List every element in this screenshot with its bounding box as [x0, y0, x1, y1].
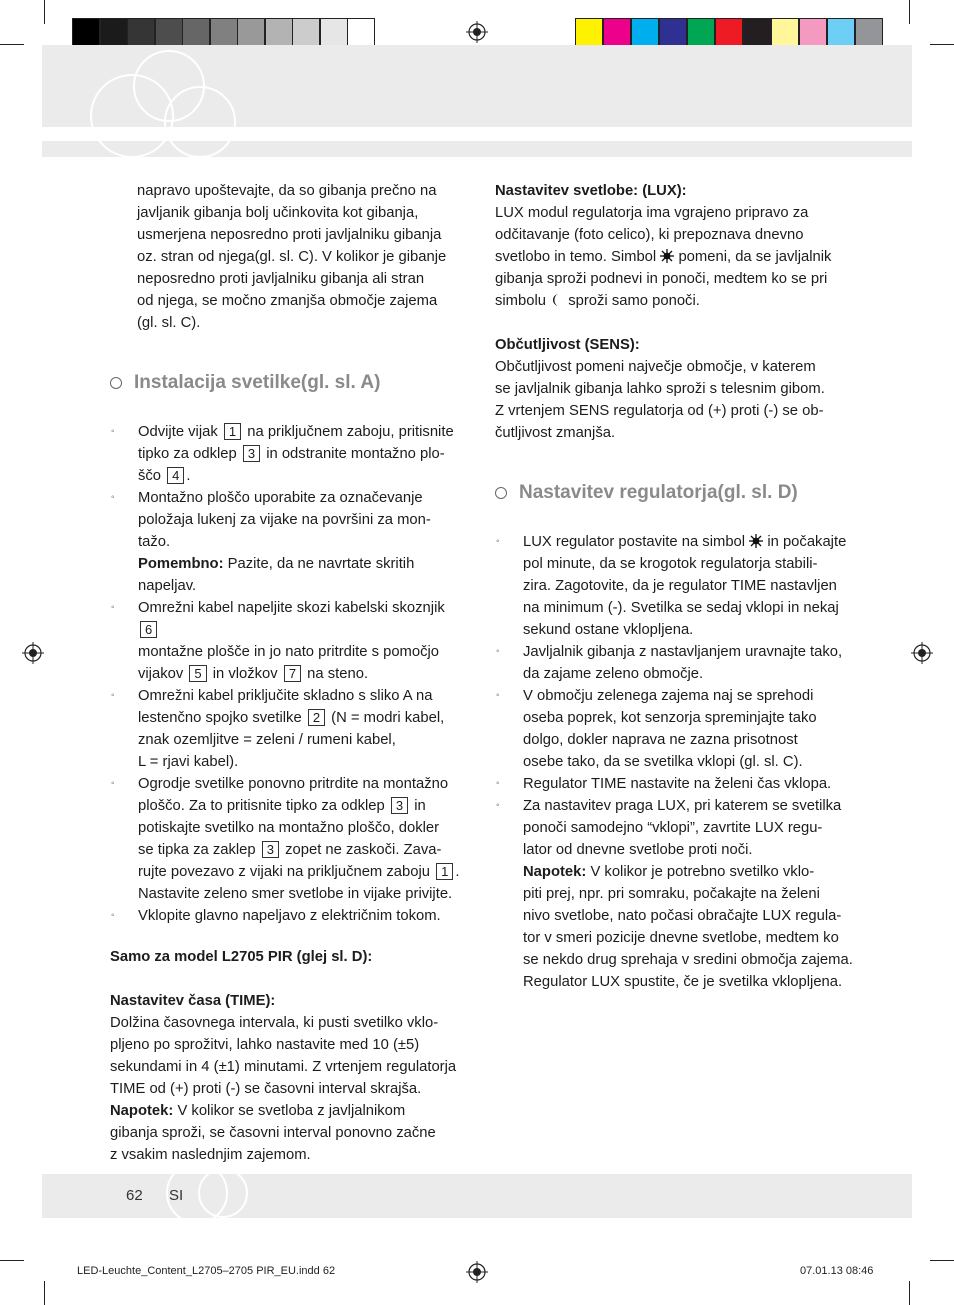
circle-bullet-icon [110, 377, 122, 389]
text-line: usmerjena neposredno proti javljalniku gibanja [137, 227, 442, 243]
color-swatch [155, 18, 183, 46]
color-swatch [715, 18, 743, 46]
color-swatch [687, 18, 715, 46]
sun-icon [749, 534, 763, 548]
installation-steps [110, 421, 470, 927]
part-number-badge: 4 [167, 467, 184, 484]
decor-circle [164, 86, 236, 158]
color-swatch [603, 18, 631, 46]
model-heading: Samo za model L2705 PIR (glej sl. D): [110, 949, 373, 965]
list-item: ◦ Vklopite glavno napeljavo z električnim tokom. [110, 905, 470, 927]
registration-mark-icon [466, 21, 488, 43]
color-swatch [827, 18, 855, 46]
section-heading-regulator [495, 482, 798, 504]
model-section: Samo za model L2705 PIR (glej sl. D): Nastavitev časa (TIME): Dolžina časovnega intervala, ki pusti svetilko vklo- pljeno po sprožitvi, lahko nastavite med 10 (±5) sekundami in 4 (±1) minutami. Z vrtenjem regulatorja TIME od (+) proti (-) se časovni interval skrajša. Napotek: V kolikor se svetloba z javljalnikom gibanja sproži, se časovni interval ponovno začne z vsakim naslednjim zajemom. [110, 946, 470, 1166]
time-heading: Nastavitev časa (TIME): [110, 993, 276, 1009]
page-number: 62 [126, 1187, 143, 1204]
text-line: LUX modul regulatorja ima vgrajeno pripravo za [495, 205, 809, 221]
part-number-badge: 6 [140, 621, 157, 638]
text-line: Dolžina časovnega intervala, ki pusti svetilko vklo- [110, 1015, 439, 1031]
ring-bullet-icon: ◦ [111, 910, 115, 921]
language-code: SI [169, 1187, 184, 1204]
color-swatch [100, 18, 128, 46]
color-swatch [631, 18, 659, 46]
heading-text: Nastavitev regulatorja(gl. sl. D) [519, 482, 798, 503]
footer-filename: LED-Leuchte_Content_L2705–2705 PIR_EU.indd 62 [77, 1265, 336, 1277]
color-swatch [292, 18, 320, 46]
decor-circle [198, 1168, 248, 1218]
list-item: ◦ Ogrodje svetilke ponovno pritrdite na montažno ploščo. Za to pritisnite tipko za odklep 3 in potiskajte svetilko na montažno ploščo, dokler se tipka za zaklep 3 zopet ne zaskoči. Zava- rujte povezavo z vijaki na priključnem zaboju 1 . Nastavite zeleno smer svetlobe in vijake privijte. [110, 773, 470, 905]
text-line: oz. stran od njega(gl. sl. C). V kolikor je gibanje [137, 249, 447, 265]
intro-paragraph [137, 180, 467, 334]
text-line: se javljalnik gibanja lahko sproži s telesnim gibom. [495, 381, 825, 397]
part-number-badge: 3 [262, 841, 279, 858]
color-swatch [182, 18, 210, 46]
part-number-badge: 1 [436, 863, 453, 880]
ring-bullet-icon: ◦ [111, 690, 115, 701]
list-item: ◦ Za nastavitev praga LUX, pri katerem se svetilka ponoči samodejno “vklopi”, zavrtite LUX regu- lator od dnevne svetlobe proti noči. Napotek: V kolikor je potrebno svetilko vklo- piti prej, npr. pri somraku, počakajte na želeni nivo svetlobe, nato počasi obračajte LUX regula- tor v smeri pozicije dnevne svetlobe, medtem ko se nekdo drug sprehaja v sredini območja zajema. Regulator LUX spustite, če je svetilka vklopljena. [495, 795, 855, 993]
part-number-badge: 1 [224, 423, 241, 440]
color-swatch [799, 18, 827, 46]
lux-heading: Nastavitev svetlobe: (LUX): [495, 183, 687, 199]
part-number-badge: 7 [284, 665, 301, 682]
note-label: Napotek: [110, 1103, 174, 1119]
text-line: neposredno proti javljalniku gibanja ali stran [137, 271, 425, 287]
ring-bullet-icon: ◦ [111, 492, 115, 503]
list-item: ◦ Regulator TIME nastavite na želeni čas vklopa. [495, 773, 855, 795]
part-number-badge: 2 [308, 709, 325, 726]
ring-bullet-icon: ◦ [111, 778, 115, 789]
color-swatch [575, 18, 603, 46]
text-line: sekundami in 4 (±1) minutami. Z vrtenjem regulatorja [110, 1059, 457, 1075]
text-line: gibanja sproži, se časovni interval ponovno začne [110, 1125, 436, 1141]
color-swatch [347, 18, 375, 46]
sens-heading: Občutljivost (SENS): [495, 337, 640, 353]
list-item: ◦ LUX regulator postavite na simbol in počakajte pol minute, da se krogotok regulatorja stabili- zira. Zagotovite, da je regulator TIME nastavljen na minimum (-). Svetilka se sedaj vklopi in nekaj sekund ostane vklopljena. [495, 531, 855, 641]
sun-icon [660, 249, 674, 263]
text-line: z vsakim naslednjim zajemom. [110, 1147, 311, 1163]
text-line: Z vrtenjem SENS regulatorja od (+) proti (-) se ob- [495, 403, 824, 419]
text-line: Občutljivost pomeni največje območje, v katerem [495, 359, 816, 375]
color-swatch [210, 18, 238, 46]
text-line: od njega, se močno zmanjša območje zajema [137, 293, 438, 309]
crop-mark [930, 1260, 954, 1261]
footer-timestamp: 07.01.13 08:46 [800, 1265, 874, 1277]
ring-bullet-icon: ◦ [496, 536, 500, 547]
list-item: ◦ Omrežni kabel napeljite skozi kabelski skoznjik 6 montažne plošče in jo nato pritrdite s pomočjo vijakov 5 in vložkov 7 na steno. [110, 597, 470, 685]
ring-bullet-icon: ◦ [496, 646, 500, 657]
crop-mark [44, 1281, 45, 1305]
color-swatch [771, 18, 799, 46]
crop-mark [0, 1260, 24, 1261]
text-line: napravo upoštevajte, da so gibanja prečno na [137, 183, 437, 199]
circle-bullet-icon [495, 487, 507, 499]
part-number-badge: 3 [391, 797, 408, 814]
crop-mark [930, 44, 954, 45]
text-line: odčitavanje (foto celico), ki prepoznava dnevno [495, 227, 804, 243]
crop-mark [0, 44, 24, 45]
text-line: gibanja sproži podnevi in ponoči, medtem ko se pri [495, 271, 828, 287]
section-heading-installation [110, 372, 380, 394]
registration-mark-icon [911, 642, 933, 664]
important-label: Pomembno: [138, 556, 224, 572]
moon-icon [550, 293, 564, 307]
registration-mark-icon [466, 1261, 488, 1283]
list-item: ◦ V območju zelenega zajema naj se sprehodi oseba poprek, kot senzorja spreminjajte tako dolgo, dokler naprava ne zazna prisotnost osebe tako, da se svetilka vklopi (gl. sl. C). [495, 685, 855, 773]
part-number-badge: 5 [189, 665, 206, 682]
color-swatch [72, 18, 100, 46]
list-item: ◦ Montažno ploščo uporabite za označevanje položaja lukenj za vijake na površini za mon- tažo. Pomembno: Pazite, da ne navrtate skritih napeljav. [110, 487, 470, 597]
color-swatch [237, 18, 265, 46]
color-swatch [265, 18, 293, 46]
registration-mark-icon [22, 642, 44, 664]
regulator-steps [495, 531, 855, 993]
crop-mark [909, 0, 910, 24]
ring-bullet-icon: ◦ [111, 602, 115, 613]
list-item: ◦ Odvijte vijak 1 na priključnem zaboju, pritisnite tipko za odklep 3 in odstranite montažno plo- ščo 4 . [110, 421, 470, 487]
color-swatch [855, 18, 883, 46]
color-swatch [320, 18, 348, 46]
part-number-badge: 3 [243, 445, 260, 462]
ring-bullet-icon: ◦ [496, 800, 500, 811]
lux-section: Nastavitev svetlobe: (LUX): LUX modul regulatorja ima vgrajeno pripravo za odčitavanje (foto celico), ki prepoznava dnevno svetlobo in temo. Simbol pomeni, da se javljalnik gibanja sproži podnevi in ponoči, medtem ko se pri simbolu sproži samo ponoči. Občutljivost (SENS): Občutljivost pomeni največje območje, v katerem se javljalnik gibanja lahko sproži s telesnim gibom. Z vrtenjem SENS regulatorja od (+) proti (-) se ob- čutljivost zmanjša. [495, 180, 855, 444]
text-line: javljanik gibanja bolj učinkovita kot gibanja, [137, 205, 419, 221]
list-item: ◦ Omrežni kabel priključite skladno s sliko A na lestenčno spojko svetilke 2 (N = modri kabel, znak ozemljitve = zeleni / rumeni kabel, L = rjavi kabel). [110, 685, 470, 773]
list-item: ◦ Javljalnik gibanja z nastavljanjem uravnajte tako, da zajame zeleno območje. [495, 641, 855, 685]
color-swatch [127, 18, 155, 46]
crop-mark [909, 1281, 910, 1305]
text-line: (gl. sl. C). [137, 315, 201, 331]
text-line: čutljivost zmanjša. [495, 425, 616, 441]
ring-bullet-icon: ◦ [496, 778, 500, 789]
color-swatch [743, 18, 771, 46]
text-line: TIME od (+) proti (-) se časovni interval skrajša. [110, 1081, 422, 1097]
heading-text: Instalacija svetilke(gl. sl. A) [134, 372, 381, 393]
color-swatch [659, 18, 687, 46]
note-label: Napotek: [523, 864, 587, 880]
text-line: pljeno po sprožitvi, lahko nastavite med 10 (±5) [110, 1037, 420, 1053]
ring-bullet-icon: ◦ [496, 690, 500, 701]
ring-bullet-icon: ◦ [111, 426, 115, 437]
crop-mark [44, 0, 45, 24]
